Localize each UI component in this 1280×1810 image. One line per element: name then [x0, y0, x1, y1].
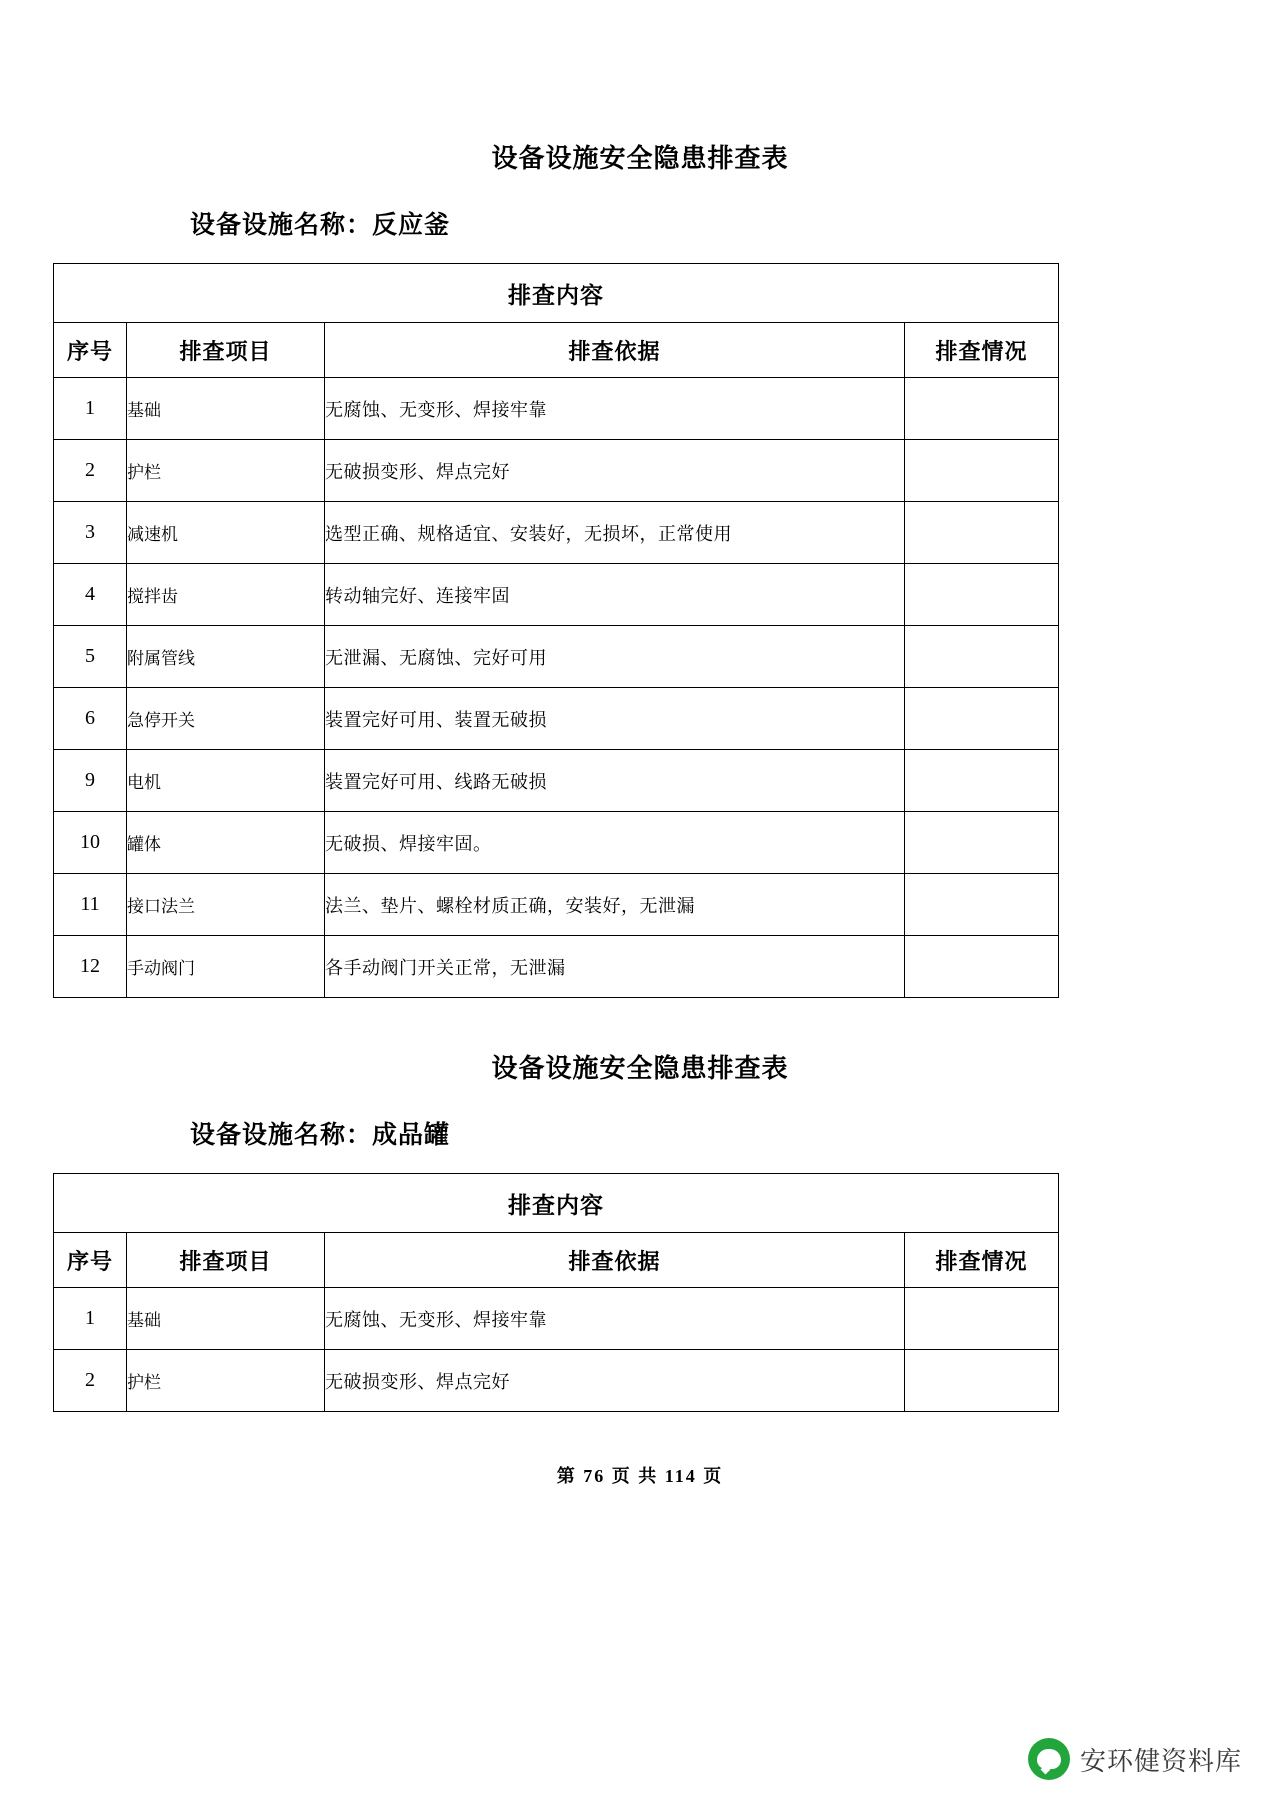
- row-no: 6: [54, 688, 127, 750]
- row-item: 护栏: [127, 1350, 325, 1412]
- table-row: [54, 750, 1059, 812]
- checklist-table-2: [53, 1173, 1059, 1412]
- row-item: 接口法兰: [127, 874, 325, 936]
- row-status[interactable]: [905, 1288, 1059, 1350]
- table-header-row: [54, 323, 1059, 378]
- row-status[interactable]: [905, 440, 1059, 502]
- page-title-2: 设备设施安全隐患排查表: [491, 1054, 789, 1083]
- equipment-name-2: 设备设施名称：成品罐: [190, 1122, 451, 1149]
- table-row: [54, 626, 1059, 688]
- row-status[interactable]: [905, 750, 1059, 812]
- row-item: 附属管线: [127, 626, 325, 688]
- row-item: 急停开关: [127, 688, 325, 750]
- row-basis: 无破损变形、焊点完好: [325, 440, 905, 502]
- row-status[interactable]: [905, 936, 1059, 998]
- column-header-basis: 排查依据: [325, 323, 905, 378]
- row-basis: 无破损变形、焊点完好: [325, 1350, 905, 1412]
- table-row: [54, 688, 1059, 750]
- column-header-no: 序号: [54, 1233, 127, 1288]
- watermark: [1028, 1738, 1242, 1780]
- row-no: 10: [54, 812, 127, 874]
- row-no: 2: [54, 440, 127, 502]
- row-status[interactable]: [905, 812, 1059, 874]
- row-basis: 无腐蚀、无变形、焊接牢靠: [325, 1288, 905, 1350]
- row-status[interactable]: [905, 502, 1059, 564]
- page-footer: 第 76 页 共 114 页: [556, 1466, 724, 1486]
- row-item: 减速机: [127, 502, 325, 564]
- table-band-row: [54, 264, 1059, 323]
- table-row: [54, 440, 1059, 502]
- row-no: 3: [54, 502, 127, 564]
- row-status[interactable]: [905, 564, 1059, 626]
- row-basis: 选型正确、规格适宜、安装好，无损坏，正常使用: [325, 502, 905, 564]
- table-row: [54, 1350, 1059, 1412]
- row-status[interactable]: [905, 1350, 1059, 1412]
- page-title-1: 设备设施安全隐患排查表: [491, 144, 789, 173]
- table-band-row: [54, 1174, 1059, 1233]
- row-item: 基础: [127, 378, 325, 440]
- band-label: 排查内容: [54, 264, 1059, 323]
- table-row: [54, 812, 1059, 874]
- row-no: 11: [54, 874, 127, 936]
- row-no: 5: [54, 626, 127, 688]
- column-header-item: 排查项目: [127, 323, 325, 378]
- row-no: 1: [54, 1288, 127, 1350]
- row-status[interactable]: [905, 688, 1059, 750]
- checklist-table-1: [53, 263, 1059, 998]
- row-item: 罐体: [127, 812, 325, 874]
- column-header-basis: 排查依据: [325, 1233, 905, 1288]
- row-item: 手动阀门: [127, 936, 325, 998]
- column-header-item: 排查项目: [127, 1233, 325, 1288]
- chat-bubble-icon: [1028, 1738, 1070, 1780]
- row-basis: 装置完好可用、线路无破损: [325, 750, 905, 812]
- table-header-row: [54, 1233, 1059, 1288]
- row-basis: 无腐蚀、无变形、焊接牢靠: [325, 378, 905, 440]
- row-no: 4: [54, 564, 127, 626]
- column-header-no: 序号: [54, 323, 127, 378]
- row-basis: 转动轴完好、连接牢固: [325, 564, 905, 626]
- column-header-status: 排查情况: [905, 1233, 1059, 1288]
- row-status[interactable]: [905, 378, 1059, 440]
- row-no: 12: [54, 936, 127, 998]
- row-item: 基础: [127, 1288, 325, 1350]
- row-basis: 各手动阀门开关正常，无泄漏: [325, 936, 905, 998]
- table-row: [54, 564, 1059, 626]
- table-row: [54, 378, 1059, 440]
- column-header-status: 排查情况: [905, 323, 1059, 378]
- table-row: [54, 502, 1059, 564]
- row-no: 2: [54, 1350, 127, 1412]
- row-item: 护栏: [127, 440, 325, 502]
- table-row: [54, 1288, 1059, 1350]
- row-basis: 法兰、垫片、螺栓材质正确，安装好，无泄漏: [325, 874, 905, 936]
- row-basis: 无泄漏、无腐蚀、完好可用: [325, 626, 905, 688]
- row-no: 9: [54, 750, 127, 812]
- table-row: [54, 936, 1059, 998]
- row-item: 搅拌齿: [127, 564, 325, 626]
- row-basis: 无破损、焊接牢固。: [325, 812, 905, 874]
- table-row: [54, 874, 1059, 936]
- row-no: 1: [54, 378, 127, 440]
- row-item: 电机: [127, 750, 325, 812]
- row-status[interactable]: [905, 626, 1059, 688]
- row-status[interactable]: [905, 874, 1059, 936]
- row-basis: 装置完好可用、装置无破损: [325, 688, 905, 750]
- checklist-section-2: [0, 1048, 1280, 1412]
- equipment-name-1: 设备设施名称：反应釜: [190, 212, 451, 239]
- watermark-label: 安环健资料库: [1079, 1745, 1242, 1776]
- checklist-section-1: [0, 138, 1280, 998]
- band-label: 排查内容: [54, 1174, 1059, 1233]
